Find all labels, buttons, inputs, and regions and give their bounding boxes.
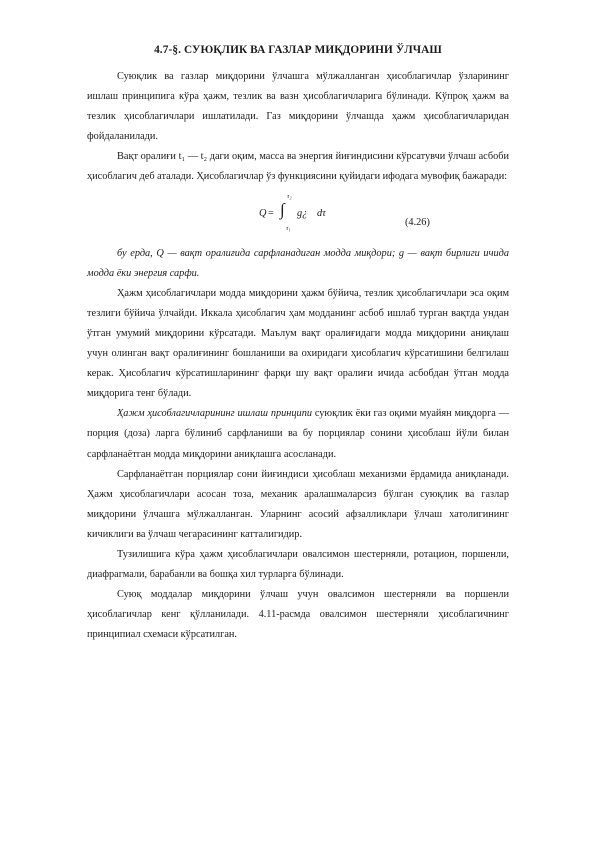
paragraph-definition: Вақт оралиғи t₁ — t₂ даги оқим, масса ва энергия йиғиндисини кўрсатувчи ўлчаш асбоби ҳисоблагич деб аталади. Ҳисоблагичлар ўз функциясини қуйидаги ифодага мувофиқ бажаради: (87, 151, 509, 183)
paragraph-principle (87, 404, 509, 464)
integral-upper-limit: τ₂ (287, 192, 292, 200)
formula-equals: = (268, 207, 274, 219)
paragraph-volume-speed: Ҳажм ҳисоблагичлари модда миқдорини ҳажм бўйича, тезлик ҳисоблагичлари эса оқим тезлиги бўйича ўлчайди. Иккала ҳисоблагич ҳам модданинг асбоб ишлаб турган вақтда ундан ўтган умумий миқдорини кўрсатади. Маълум вақт оралиғидаги модда миқдорини аниқлаш учун олинган вақт оралиғининг бошланиши ва охиридаги ҳисоблагич кўрсатишини белгилаш керак. Ҳисоблагич кўрсатишларининг фарқи шу вақт оралиғи ичида асбобдан ўтган модда миқдорига тенг бўлади. (87, 287, 509, 400)
formula-expression (259, 192, 379, 242)
integral-lower-limit: τ₁ (286, 224, 291, 232)
formula-block (87, 188, 509, 244)
formula-number: (4.26) (405, 216, 430, 228)
formula-differential: dτ (317, 207, 326, 219)
principle-lead: Ҳажм ҳисоблагичларининг ишлаш принципи (117, 408, 312, 420)
formula-lhs: Q (259, 207, 267, 219)
paragraph-types: Тузилишига кўра ҳажм ҳисоблагичлари овалсимон шестерняли, ротацион, поршенли, диафрагмали, барабанли ва бошқа хил турларга бўлинади. (87, 548, 509, 581)
formula-integrand: g¿ (297, 207, 308, 219)
paragraph-intro: Суюқлик ва газлар миқдорини ўлчашга мўлжалланган ҳисоблагичлар ўзларининг ишлаш принципига кўра ҳажм, тезлик ва вазн ҳисоблагичларига бўлинади. Кўпроқ ҳажм ва тезлик ҳисоблагичлари ишлатилади. Газ миқдорини ўлчашда ҳажм ҳисоблагичларидан фойдаланилади. (87, 71, 509, 143)
integral-sign: ∫ (280, 199, 285, 219)
document-page (87, 44, 509, 645)
principle-rest: суюқлик ёки газ оқими муайян миқдорга — порция (доза) ларга бўлиниб сарфланиши ва бу порциялар сонини ҳисоблаш йўли билан сарфланаётган модда миқдорини аниқлашга асосланади. (87, 408, 510, 460)
paragraph-where: бу ерда, Q — вақт оралиғида сарфланадиган модда миқдори; g — вақт бирлиги ичида модда ёки энергия сарфи. (87, 247, 509, 279)
section-title: 4.7-§. СУЮҚЛИК ВА ГАЗЛАР МИҚДОРИНИ ЎЛЧАШ (154, 44, 442, 56)
paragraph-oval-gear: Суюқ моддалар миқдорини ўлчаш учун овалсимон шестерняли ва поршенли ҳисоблагичлар кенг қўлланилади. 4.11-расмда овалсимон шестерняли ҳисоблагичнинг принципиал схемаси кўрсатилган. (87, 589, 509, 641)
paragraph-mechanism: Сарфланаётган порциялар сони йиғиндиси ҳисоблаш механизми ёрдамида аниқланади. Ҳажм ҳисоблагичлари асосан тоза, механик аралашмаларсиз бўлган суюқлик ва газлар миқдорини ўлчашга мўлжалланган. Уларнинг асосий афзалликлари ўлчаш хатолигининг кичиклиги ва ўлчаш чегарасининг катталигидир. (87, 468, 509, 540)
